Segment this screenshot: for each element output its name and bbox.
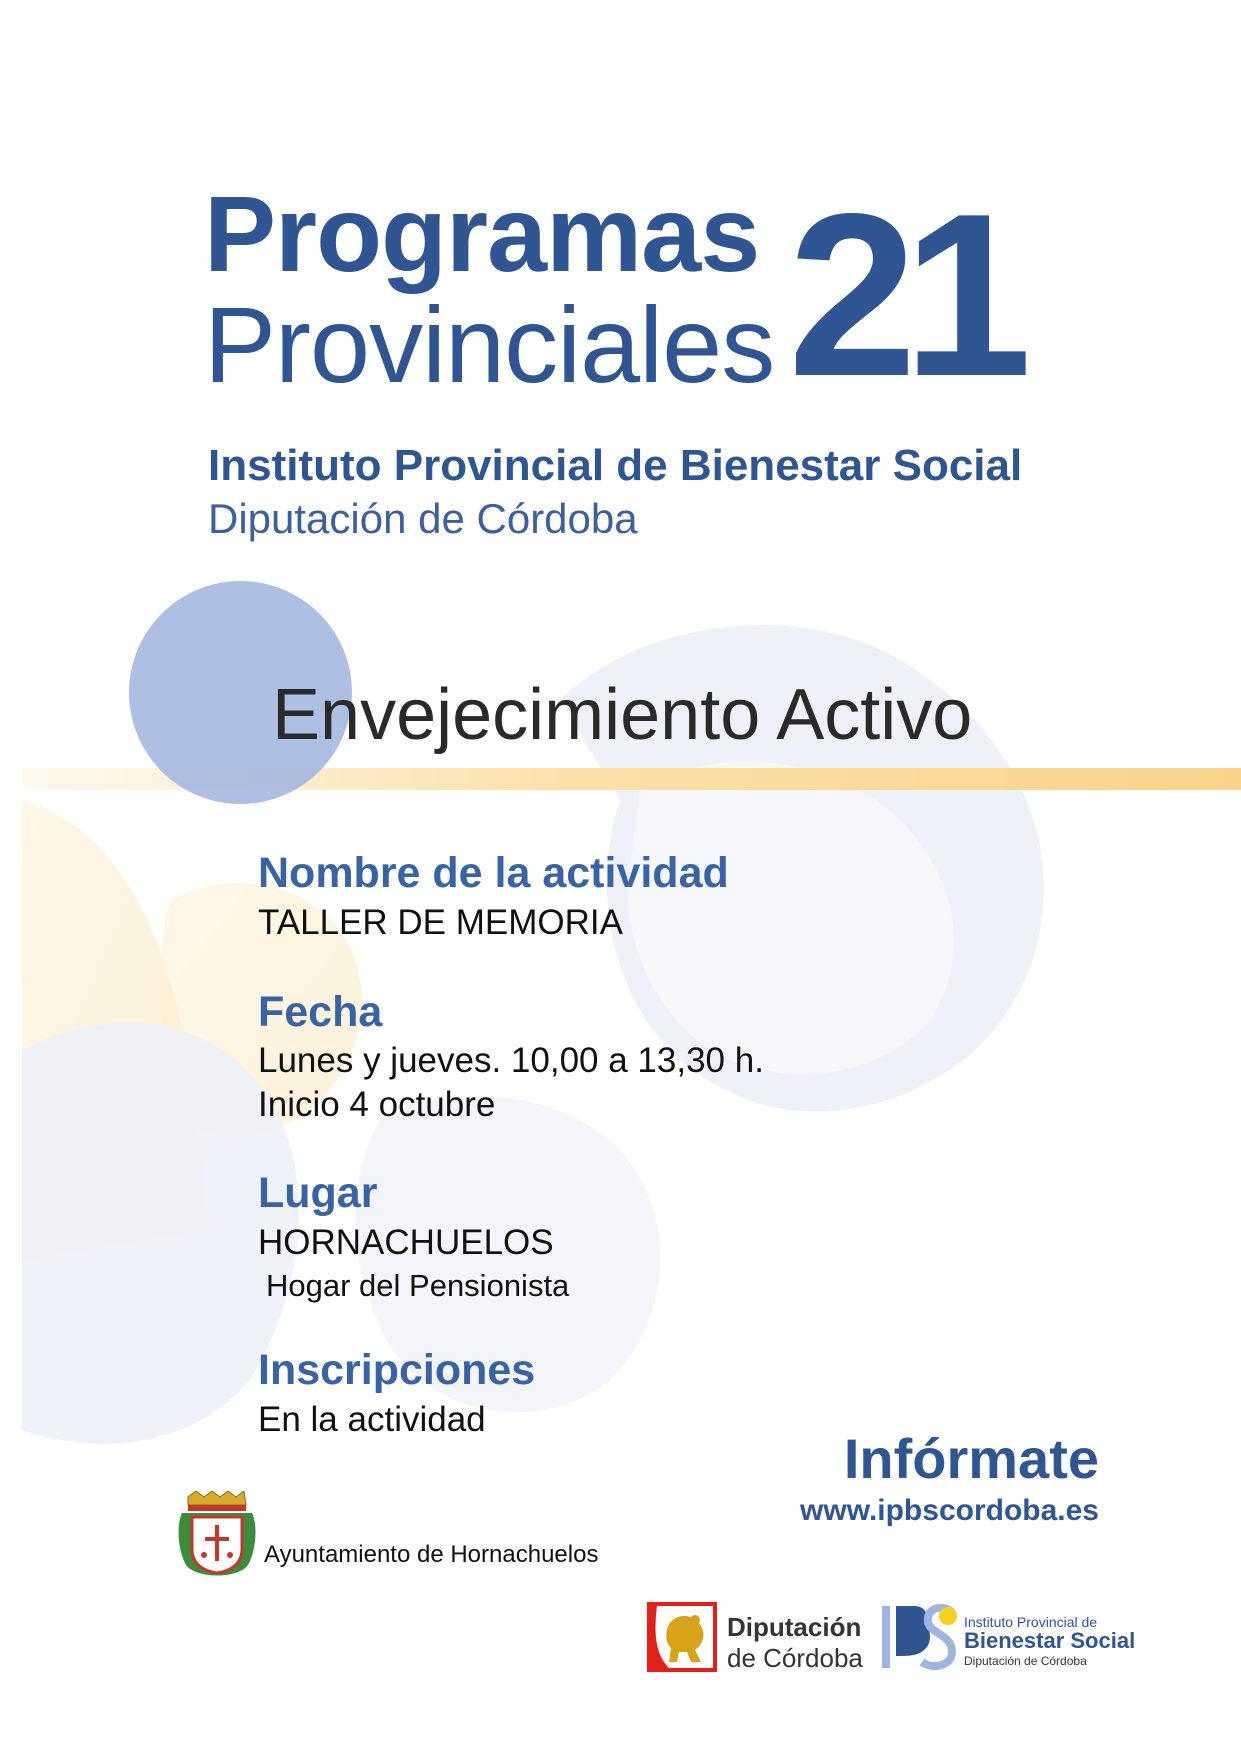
registration-value: En la actividad [258, 1400, 486, 1439]
activity-label: Nombre de la actividad [258, 849, 729, 897]
hornachuelos-crest-icon [176, 1491, 258, 1583]
ibs-logo-line-3: Diputación de Córdoba [964, 1654, 1087, 1668]
website-link[interactable]: www.ipbscordoba.es [800, 1494, 1099, 1527]
place-town: HORNACHUELOS [258, 1223, 554, 1262]
place-label: Lugar [258, 1169, 378, 1217]
date-label: Fecha [258, 988, 383, 1036]
ibs-logo-icon [880, 1602, 958, 1672]
diputacion-logo-line-2: de Córdoba [727, 1643, 863, 1673]
title-number: 21 [788, 166, 1019, 425]
registration-label: Inscripciones [258, 1346, 536, 1394]
ibs-logo-line-2: Bienestar Social [964, 1628, 1136, 1653]
title-line-1: Programas [204, 173, 760, 294]
organization-name: Diputación de Córdoba [208, 495, 638, 542]
diputacion-logo-line-1: Diputación [727, 1612, 862, 1642]
date-start: Inicio 4 octubre [258, 1085, 496, 1124]
municipality-name: Ayuntamiento de Hornachuelos [264, 1541, 599, 1568]
date-schedule: Lunes y jueves. 10,00 a 13,30 h. [258, 1041, 764, 1080]
place-venue: Hogar del Pensionista [266, 1268, 570, 1303]
title-line-2: Provinciales [204, 284, 775, 405]
info-title: Infórmate [843, 1427, 1099, 1490]
section-title: Envejecimiento Activo [272, 675, 973, 755]
diputacion-lion-logo-icon [647, 1602, 717, 1672]
institute-name: Instituto Provincial de Bienestar Social [208, 441, 1023, 490]
activity-value: TALLER DE MEMORIA [258, 903, 623, 942]
ibs-logo-line-1: Instituto Provincial de [964, 1614, 1098, 1630]
